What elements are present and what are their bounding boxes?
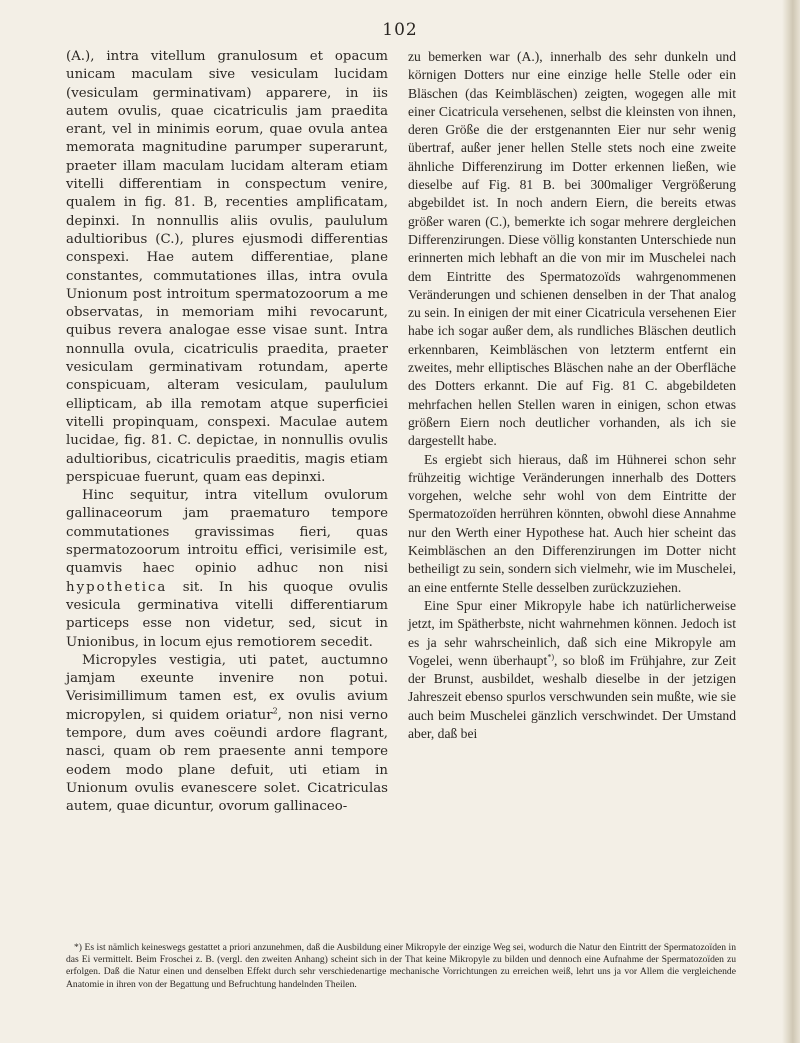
latin-paragraph-1: (A.), intra vitellum granulosum et opacum unicam maculam sive vesiculam lucidam (vesiculam germinativam) apparere, in iis autem ovulis, quae cicatriculis jam praedita erant, vel in minimis eorum, quae ovula antea memorata magnitudine parumper superarunt, praeter illam maculam lucidam alteram etiam vitelli differentiam in conspectum venire, qualem in fig. 81. B, recenties amplificatam, depinxi. In nonnullis aliis ovulis, paululum adultioribus (C.), plures ejusmodi differentias conspexi. Hae autem differentiae, plane constantes, commutationes illas, intra ovula Unionum post introitum spermatozoorum a me observatas, in memoriam mihi revocarunt, quibus revera analogae esse visae sunt. Intra nonnulla ovula, cicatriculis praedita, praeter vesiculam germinativam rotundam, aperte conspicuam, alteram vesiculam, paululum ellipticam, ab illa remotam atque superficiei vitelli propinquam, conspexi. Maculae autem lucidae, fig. 81. C. depictae, in nonnullis ovulis adultioribus, cicatriculis praeditis, magis etiam perspicuae fuerunt, quam eas depinxi. [66, 49, 388, 485]
latin-paragraph-3-text: Micropyles vestigia, uti patet, auctumno jamjam exeunte invenire non potui. Verisimillimum tamen est, ex ovulis avium micropylen, si quidem oriatur [66, 652, 388, 723]
footnote-marker-latin: 2 [272, 706, 278, 716]
german-paragraph-3-tail: , so bloß im Frühjahre, zur Zeit der Brunst, ausbildet, weshalb dieselbe in der jetzigen Jahreszeit ebenso spurlos verschwunden sein mußte, wie sie auch beim Muschelei gänzlich verschwindet. Der Umstand aber, daß bei [408, 652, 736, 741]
german-paragraph-3 [408, 597, 736, 743]
footnote [66, 942, 736, 991]
footnote-marker-german: *) [547, 652, 554, 662]
german-paragraph-2: Es ergiebt sich hieraus, daß im Hühnerei schon sehr frühzeitig wichtige Veränderungen innerhalb des Dotters vorgehen, welche sehr wohl von dem Eintritte der Spermatozoïden herrühren könnten, obwohl diese Annahme nur den Werth einer Hypothese hat. Auch hier scheint das Keimbläschen an den Differenzirungen im Dotter nicht betheiligt zu sein, sondern sich vielmehr, wie im Muschelei, an eine entfernte Stelle desselben zurückzuziehen. [408, 451, 736, 595]
german-column [408, 48, 736, 743]
footnote-body: Es ist nämlich keineswegs gestattet a priori anzunehmen, daß die Ausbildung einer Mikropyle der einzige Weg sei, wodurch die Natur den Eintritt der Spermatozoïden in das Ei vermittelt. Beim Froschei z. B. (vergl. den zweiten Anhang) scheint sich in der That keine Mikropyle zu bilden und dennoch eine Aufnahme der Spermatozoïden zu erfolgen. Daß die Natur einen und denselben Effekt durch sehr verschiedenartige mechanische Vorrichtungen zu erreichen weiß, lehrt uns ja vor Allem die vergleichende Anatomie in ihren von der Begattung und Befruchtung handelnden Theilen. [66, 942, 736, 990]
german-paragraph-3-text: Eine Spur einer Mikropyle habe ich natürlicherweise jetzt, im Spätherbste, nicht wahrnehmen können. Jedoch ist es ja sehr wahrscheinlich, daß sich eine Mikropyle am Vogelei, wenn überhaupt [408, 597, 736, 668]
latin-paragraph-3-tail: , non nisi verno tempore, dum aves coëundi ardore flagrant, nasci, quam ob rem praesente anni tempore eodem modo plane defuit, uti etiam in Unionum ovulis evanescere solet. Cicatriculas autem, quae dicuntur, ovorum gallinaceo- [66, 707, 388, 815]
footnote-text [66, 942, 736, 991]
footnote-mark: *) [74, 942, 82, 953]
latin-paragraph-3 [66, 652, 388, 817]
page-edge [782, 0, 800, 1043]
german-paragraph-1: zu bemerken war (A.), innerhalb des sehr dunkeln und körnigen Dotters nur eine einzige helle Stelle oder ein Bläschen (das Keimbläschen) zeigten, wogegen alle mit einer Cicatricula versehenen, selbst die kleinsten von ihnen, deren Größe die der erstgenannten Eier nur sehr wenig übertraf, außer jener hellen Stelle stets noch eine zweite ähnliche Differenzirung im Dotter erkennen ließen, wie dieselbe auf Fig. 81 B. bei 300maliger Vergrößerung abgebildet ist. In noch andern Eiern, die bereits etwas größer waren (C.), bemerkte ich sogar mehrere dergleichen Differenzirungen. Diese völlig konstanten Unterschiede nun erinnerten mich lebhaft an die von mir im Muschelei nach dem Eintritte des Spermatozoïds wahrgenommenen Veränderungen und schienen denselben in der That analog zu sein. In einigen der mit einer Cicatricula versehenen Eier habe ich sogar außer dem, als rundliches Bläschen deutlich erkennbaren, Keimbläschen von letzterm entfernt ein zweites, mehr elliptisches Bläschen nahe an der Oberfläche des Dotters erkannt. Die auf Fig. 81 C. abgebildeten mehrfachen hellen Stellen waren in einigen, schon etwas größern Eiern noch deutlicher vorhanden, als ich sie dargestellt habe. [408, 49, 736, 449]
hypothetica-word: hypothetica [66, 579, 168, 595]
latin-column [66, 48, 388, 816]
latin-paragraph-2 [66, 487, 388, 652]
page-number: 102 [382, 20, 418, 40]
latin-paragraph-2-tail: sit. In his quoque ovulis vesicula germinativa vitelli differentiarum particeps esse non videtur, sed, sicut in Unionibus, in locum ejus remotiorem secedit. [66, 579, 388, 650]
latin-paragraph-2-text: Hinc sequitur, intra vitellum ovulorum gallinaceorum jam praematuro tempore commutationes gravissimas fieri, quas spermatozoorum introitu effici, verisimile est, quamvis haec opinio adhuc non nisi [66, 488, 388, 577]
